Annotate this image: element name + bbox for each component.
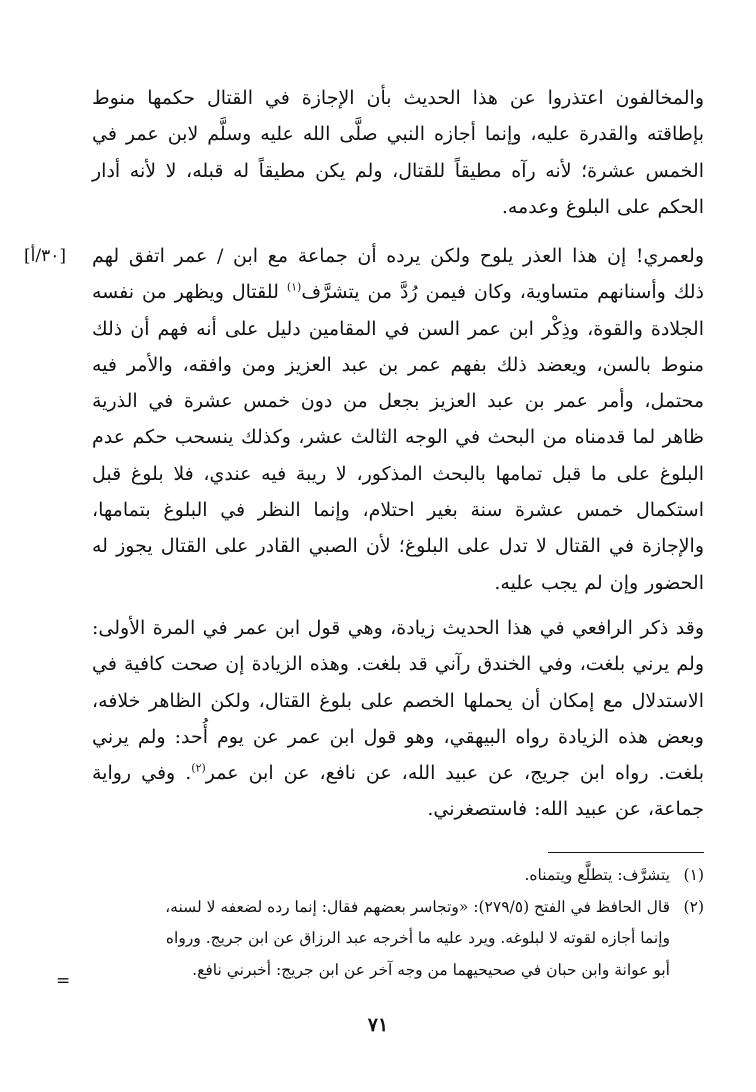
footnote-1: [92, 860, 704, 892]
footnote-separator: [548, 852, 704, 853]
footnote-1-text: يتشرَّف: يتطلَّع ويتمناه.: [524, 866, 670, 884]
footnote-2-line-1: قال الحافظ في الفتح (٢٧٩/٥): «وتجاسر بعضهم فقال: إنما رده لضعفه لا لسنه،: [165, 897, 670, 916]
paragraph-3-part-a: وقد ذكر الرافعي في هذا الحديث زيادة، وهي قول ابن عمر في المرة الأولى: ولم يرني بلغت، وفي الخندق رآني قد بلغت. وهذه الزيادة إن صحت كافية في الاستدلال مع إمكان أن يحملها الخصم على بلوغ القتال، ولكن الظاهر خلافه، وبعض هذه الزيادة رواه البيهقي، وهو قول ابن عمر عن يوم أُحد: ولم يرني بلغت. رواه ابن جريج، عن عبيد الله، عن نافع، عن ابن عمر: [92, 617, 704, 785]
paragraph-2-text: [92, 238, 704, 601]
footnote-1-number: (١): [683, 866, 704, 884]
paragraph-2-part-a: ولعمري! إن هذا العذر يلوح ولكن يرده أن جماعة مع ابن / عمر اتفق لهم ذلك وأسنانهم متساوية، وكان فيمن رُدَّ من يتشرَّف: [92, 245, 704, 304]
footnote-2: [92, 892, 704, 924]
footnote-2-continuation-1: وإنما أجازه لقوته لا لبلوغه. ويرد عليه ما أخرجه عبد الرزاق عن ابن جريج. ورواه: [165, 929, 670, 947]
footnotes: [92, 860, 704, 986]
footnote-2-number: (٢): [683, 897, 704, 916]
paragraph-3: [92, 610, 704, 828]
paragraph-3-part-b: . وفي رواية جماعة، عن عبيد الله: فاستصغرني.: [92, 762, 704, 821]
page-number: ٧١: [367, 1014, 389, 1036]
paragraph-2-part-b: للقتال ويظهر من نفسه الجلادة والقوة، وذِكْر ابن عمر السن في المقامين دليل على أنه فهم أن ذلك منوط بالسن، ويعضد ذلك بفهم عمر بن عبد العزيز ومن وافقه، والأمر فيه محتمل، وأمر عمر بن عبد العزيز بجعل من دون خمس عشرة في الذرية ظاهر لما قدمناه من البحث في الوجه الثالث عشر، وكذلك ينسحب حكم عدم البلوغ على ما قبل تمامها بالبحث المذكور، لا ريبة فيه عندي، فلا بلوغ قبل استكمال خمس عشرة سنة بغير احتلام، وإنما النظر في البلوغ بتمامها، والإجازة في القتال لا تدل على البلوغ؛ لأن الصبي القادر على القتال يجوز له الحضور وإن لم يجب عليه.: [92, 281, 704, 594]
margin-folio-reference: [٣٠/أ]: [24, 246, 66, 266]
footnote-2-continuation-2: أبو عوانة وابن حبان في صحيحيهما من وجه آخر عن ابن جريج: أخبرني نافع.: [192, 960, 670, 979]
paragraph-3-text: [92, 610, 704, 828]
footnote-continuation-mark: =: [56, 971, 71, 991]
paragraph-1: [92, 80, 704, 225]
footnote-ref-2[interactable]: (٢): [191, 761, 206, 775]
paragraph-2: [92, 238, 704, 601]
paragraph-1-text: والمخالفون اعتذروا عن هذا الحديث بأن الإجازة في القتال حكمها منوط بإطاقته والقدرة عليه، وإنما أجازه النبي صلَّى الله عليه وسلَّم لابن عمر في الخمس عشرة؛ لأنه رآه مطيقاً للقتال، ولم يكن مطيقاً له قبله، لا لأنه أدار الحكم على البلوغ وعدمه.: [92, 87, 704, 218]
footnote-ref-1[interactable]: (١): [286, 280, 302, 294]
